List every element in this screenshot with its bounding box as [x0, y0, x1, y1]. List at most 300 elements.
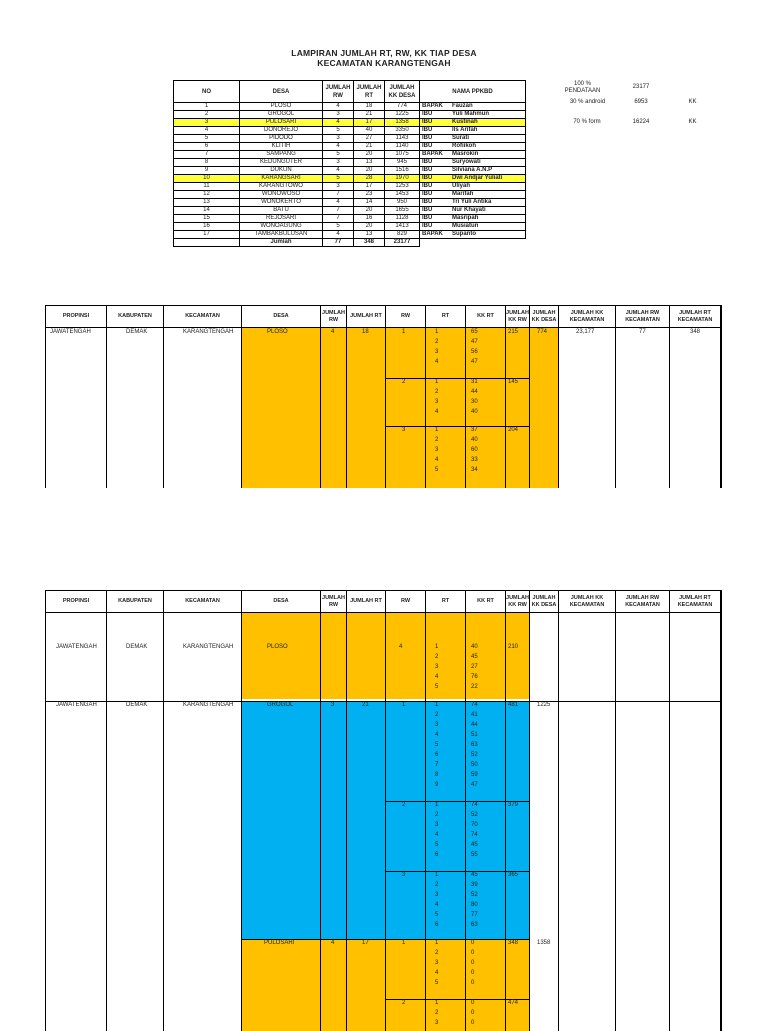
summary-row [174, 143, 526, 151]
rt-number: 4 [435, 359, 439, 365]
row-no: 5 [174, 135, 240, 143]
doc-title-line2: KECAMATAN KARANGTENGAH [317, 58, 451, 68]
rt-number: 6 [435, 922, 439, 928]
row-kk: 774 [385, 103, 420, 111]
column-line [386, 328, 426, 488]
total-kk: 23177 [385, 239, 420, 247]
rw-kecamatan-value: 77 [639, 329, 646, 335]
total-rt: 348 [354, 239, 385, 247]
kk-rt-value: 44 [471, 722, 478, 728]
rt-number: 3 [435, 722, 439, 728]
rt-number: 1 [435, 872, 439, 878]
row-rt: 23 [354, 191, 385, 199]
row-name: Silviana A.N.P [450, 167, 526, 175]
rt-number: 3 [435, 399, 439, 405]
row-kk: 1516 [385, 167, 420, 175]
row-rw: 3 [323, 135, 354, 143]
pendataan-label: 100 % PENDATAAN [564, 81, 601, 94]
kecamatan-value: KARANGTENGAH [183, 644, 234, 650]
summary-table [173, 80, 526, 247]
col-header-kk-rt: KK RT [466, 306, 506, 328]
rw-number: 3 [402, 872, 406, 878]
rt-number: 4 [435, 832, 439, 838]
rw-number: 4 [399, 644, 403, 650]
kk-rt-value: 63 [471, 922, 478, 928]
row-rw: 5 [323, 151, 354, 159]
row-kk: 950 [385, 199, 420, 207]
kk-desa-value: 774 [537, 329, 548, 335]
kk-rt-value: 22 [471, 684, 478, 690]
row-no: 7 [174, 151, 240, 159]
kk-rt-value: 39 [471, 882, 478, 888]
row-name: Kustinah [450, 119, 526, 127]
kk-rt-value: 52 [471, 752, 478, 758]
rt-number: 2 [435, 339, 439, 345]
rt-number: 4 [435, 409, 439, 415]
row-rt: 40 [354, 127, 385, 135]
header-jumlah-kk-desa: JUMLAH KK DESA [385, 81, 420, 103]
summary-row [174, 207, 526, 215]
row-kk: 1253 [385, 183, 420, 191]
rt-number: 1 [435, 379, 439, 385]
rt-number: 6 [435, 852, 439, 858]
column-line [321, 328, 347, 488]
col-header-propinsi: PROPINSI [46, 591, 107, 613]
row-desa: TAMBAKBULUSAN [240, 231, 323, 239]
row-name: Rofiikoh [450, 143, 526, 151]
summary-row [174, 119, 526, 127]
rt-number: 2 [435, 882, 439, 888]
column-line [242, 613, 321, 1031]
header-desa: DESA [240, 81, 323, 103]
row-kk: 1143 [385, 135, 420, 143]
column-line [347, 613, 386, 1031]
rw-number: 2 [402, 802, 406, 808]
kk-rt-value: 40 [471, 409, 478, 415]
row-rt: 20 [354, 223, 385, 231]
row-desa: KEDUNGUTER [240, 159, 323, 167]
row-no: 3 [174, 119, 240, 127]
summary-row [174, 111, 526, 119]
row-name: Nur Khayati [450, 207, 526, 215]
rt-number: 2 [435, 1010, 439, 1016]
kk-desa-value: 1225 [537, 702, 551, 708]
col-header-jumlah-kk-desa: JUMLAH KK DESA [530, 306, 559, 328]
header-jumlah-rw: JUMLAH RW [323, 81, 354, 103]
row-desa: WONOAGUNG [240, 223, 323, 231]
rt-number: 2 [435, 950, 439, 956]
propinsi-value: JAWATENGAH [50, 329, 91, 335]
row-no: 11 [174, 183, 240, 191]
rt-number: 3 [435, 960, 439, 966]
col-header-kabupaten: KABUPATEN [107, 591, 164, 613]
rt-number: 2 [435, 437, 439, 443]
jumlah-rt-value: 18 [362, 329, 369, 335]
row-desa: PLOSO [240, 103, 323, 111]
row-desa: GROGOL [240, 111, 323, 119]
row-kk: 1358 [385, 119, 420, 127]
row-kk: 1453 [385, 191, 420, 199]
rt-number: 3 [435, 447, 439, 453]
kk-rt-value: 56 [471, 349, 478, 355]
kk-rt-value: 0 [471, 950, 475, 956]
row-rt: 21 [354, 143, 385, 151]
rt-number: 3 [435, 892, 439, 898]
rt-number: 1 [435, 940, 439, 946]
doc-title-line1: LAMPIRAN JUMLAH RT, RW, KK TIAP DESA [291, 48, 477, 58]
row-name: Fauzan [450, 103, 526, 111]
col-header-jumlah-kk-kecamatan: JUMLAH KK KECAMATAN [559, 591, 616, 613]
desa-value: PLOSO [267, 329, 288, 335]
rt-number: 3 [435, 349, 439, 355]
row-no: 13 [174, 199, 240, 207]
column-line [559, 613, 616, 1031]
row-no: 12 [174, 191, 240, 199]
rw-number: 1 [402, 329, 406, 335]
column-line [164, 328, 242, 488]
column-line [107, 328, 164, 488]
col-header-kk-rt: KK RT [466, 591, 506, 613]
summary-row [174, 151, 526, 159]
column-line [670, 613, 721, 1031]
kk-rt-value: 74 [471, 832, 478, 838]
row-rw: 5 [323, 127, 354, 135]
kk-rt-value: 52 [471, 892, 478, 898]
rt-kecamatan-value: 348 [690, 329, 701, 335]
row-title: IBU [420, 167, 451, 175]
row-name: Dwi Andjar Yuliati [450, 175, 526, 183]
jumlah-rw-value: 4 [331, 329, 335, 335]
rt-number: 3 [435, 1020, 439, 1026]
row-rw: 3 [323, 111, 354, 119]
col-header-jumlah-rt-kecamatan: JUMLAH RT KECAMATAN [670, 591, 721, 613]
row-title: IBU [420, 135, 451, 143]
row-desa: KLITIH [240, 143, 323, 151]
rt-number: 4 [435, 457, 439, 463]
kk-rt-value: 33 [471, 457, 478, 463]
row-rw: 5 [323, 223, 354, 231]
row-name: Supanto [450, 231, 526, 239]
rt-number: 5 [435, 842, 439, 848]
row-kk: 945 [385, 159, 420, 167]
row-rw: 4 [323, 143, 354, 151]
detail-table-2 [45, 590, 722, 1031]
rt-number: 4 [435, 902, 439, 908]
rt-number: 2 [435, 654, 439, 660]
row-title: IBU [420, 183, 451, 191]
desa-value: GROGOL [267, 702, 294, 708]
row-rt: 20 [354, 207, 385, 215]
kk-rt-value: 76 [471, 674, 478, 680]
kk-rt-value: 51 [471, 732, 478, 738]
row-rt: 20 [354, 167, 385, 175]
column-line [321, 613, 347, 1031]
rt-number: 8 [435, 772, 439, 778]
kk-rt-value: 77 [471, 912, 478, 918]
col-header-desa: DESA [242, 306, 321, 328]
row-no: 14 [174, 207, 240, 215]
col-header-jumlah-rt: JUMLAH RT [347, 591, 386, 613]
col-header-jumlah-kk-rw: JUMLAH KK RW [506, 306, 530, 328]
row-kk: 1140 [385, 143, 420, 151]
row-rw: 4 [323, 103, 354, 111]
rt-number: 7 [435, 762, 439, 768]
kk-rw-value: 481 [508, 702, 519, 708]
column-line [426, 328, 466, 488]
col-header-rt: RT [426, 591, 466, 613]
row-name: Tri Yuli Antika [450, 199, 526, 207]
col-header-jumlah-rw-kecamatan: JUMLAH RW KECAMATAN [616, 591, 670, 613]
rt-number: 4 [435, 970, 439, 976]
rt-number: 4 [435, 732, 439, 738]
row-desa: WONOWOSO [240, 191, 323, 199]
rt-number: 6 [435, 752, 439, 758]
row-rw: 7 [323, 215, 354, 223]
form-unit: KK [688, 119, 697, 125]
row-no: 2 [174, 111, 240, 119]
kk-desa-value: 1358 [537, 940, 551, 946]
row-kk: 3350 [385, 127, 420, 135]
row-title: IBU [420, 199, 451, 207]
row-no: 9 [174, 167, 240, 175]
kk-rw-value: 145 [508, 379, 519, 385]
kk-rt-value: 65 [471, 329, 478, 335]
kk-rt-value: 74 [471, 802, 478, 808]
row-rw: 7 [323, 207, 354, 215]
android-label: 30 % android [569, 99, 606, 105]
kk-rt-value: 0 [471, 1020, 475, 1026]
row-desa: REJOSARI [240, 215, 323, 223]
column-line [559, 328, 616, 488]
row-rw: 3 [323, 159, 354, 167]
rw-number: 3 [402, 427, 406, 433]
kk-rt-value: 0 [471, 960, 475, 966]
row-rt: 21 [354, 111, 385, 119]
header-jumlah-rt: JUMLAH RT [354, 81, 385, 103]
kk-rw-value: 215 [508, 329, 519, 335]
rt-number: 2 [435, 812, 439, 818]
row-kk: 1225 [385, 111, 420, 119]
col-header-jumlah-kk-desa: JUMLAH KK DESA [530, 591, 559, 613]
kk-rt-value: 55 [471, 852, 478, 858]
row-title: IBU [420, 111, 451, 119]
row-desa: SAMPANG [240, 151, 323, 159]
kk-rt-value: 40 [471, 644, 478, 650]
rt-number: 1 [435, 427, 439, 433]
col-header-rw: RW [386, 591, 426, 613]
kk-rt-value: 50 [471, 762, 478, 768]
kk-kecamatan-value: 23,177 [576, 329, 595, 335]
rw-number: 1 [402, 702, 406, 708]
kk-rt-value: 0 [471, 970, 475, 976]
col-header-jumlah-rt-kecamatan: JUMLAH RT KECAMATAN [670, 306, 721, 328]
summary-row [174, 175, 526, 183]
kk-rt-value: 0 [471, 940, 475, 946]
jumlah-rt-value: 17 [362, 940, 369, 946]
kk-rt-value: 45 [471, 842, 478, 848]
row-name: Musiatun [450, 223, 526, 231]
kk-rt-value: 27 [471, 664, 478, 670]
column-line [506, 328, 530, 488]
rt-number: 5 [435, 980, 439, 986]
rt-number: 3 [435, 664, 439, 670]
kk-rt-value: 59 [471, 772, 478, 778]
kk-rt-value: 47 [471, 359, 478, 365]
rt-number: 2 [435, 389, 439, 395]
row-rt: 14 [354, 199, 385, 207]
kk-rt-value: 0 [471, 980, 475, 986]
total-empty [420, 239, 526, 247]
row-name: Masripah [450, 215, 526, 223]
row-rw: 5 [323, 175, 354, 183]
total-rw: 77 [323, 239, 354, 247]
row-title: IBU [420, 191, 451, 199]
column-line [46, 328, 107, 488]
rw-number: 2 [402, 379, 406, 385]
row-desa: KARANGTOWO [240, 183, 323, 191]
row-name: Uliyah [450, 183, 526, 191]
rt-number: 5 [435, 467, 439, 473]
total-label: Jumlah [240, 239, 323, 247]
total-blank [174, 239, 240, 247]
kk-rw-value: 379 [508, 802, 519, 808]
row-name: Suryowati [450, 159, 526, 167]
row-title: IBU [420, 143, 451, 151]
kk-rt-value: 45 [471, 654, 478, 660]
kk-rt-value: 34 [471, 467, 478, 473]
col-header-jumlah-kk-rw: JUMLAH KK RW [506, 591, 530, 613]
kk-rt-value: 31 [471, 379, 478, 385]
summary-total-row [174, 239, 526, 247]
rt-number: 9 [435, 782, 439, 788]
row-title: IBU [420, 215, 451, 223]
kk-rw-value: 474 [508, 1000, 519, 1006]
kk-rt-value: 70 [471, 822, 478, 828]
rt-number: 2 [435, 712, 439, 718]
row-no: 16 [174, 223, 240, 231]
kk-rt-value: 44 [471, 389, 478, 395]
rt-number: 4 [435, 674, 439, 680]
row-name: Ils Arifah [450, 127, 526, 135]
rt-number: 1 [435, 802, 439, 808]
jumlah-rw-value: 3 [331, 702, 335, 708]
summary-header-row [174, 81, 526, 103]
row-desa: KARANGSARI [240, 175, 323, 183]
col-header-jumlah-rw: JUMLAH RW [321, 591, 347, 613]
row-kk: 1413 [385, 223, 420, 231]
col-header-jumlah-rw-kecamatan: JUMLAH RW KECAMATAN [616, 306, 670, 328]
kk-rt-value: 63 [471, 742, 478, 748]
desa-value: PULOSARI [264, 940, 295, 946]
summary-row [174, 199, 526, 207]
summary-row [174, 223, 526, 231]
pendataan-value: 23177 [632, 84, 650, 90]
kk-rt-value: 30 [471, 399, 478, 405]
col-header-jumlah-rw: JUMLAH RW [321, 306, 347, 328]
rw-number: 2 [402, 1000, 406, 1006]
form-label: 70 % form [573, 119, 601, 125]
row-rt: 20 [354, 151, 385, 159]
row-no: 8 [174, 159, 240, 167]
col-header-kecamatan: KECAMATAN [164, 591, 242, 613]
col-header-jumlah-rt: JUMLAH RT [347, 306, 386, 328]
summary-row [174, 159, 526, 167]
row-title: BAPAK [420, 151, 451, 159]
header-nama-ppkbd: NAMA PPKBD [420, 81, 526, 103]
kk-rt-value: 37 [471, 427, 478, 433]
col-header-propinsi: PROPINSI [46, 306, 107, 328]
rt-number: 1 [435, 1000, 439, 1006]
column-line [164, 613, 242, 1031]
kk-rt-value: 60 [471, 447, 478, 453]
row-no: 10 [174, 175, 240, 183]
kecamatan-value: KARANGTENGAH [183, 329, 234, 335]
column-line [506, 613, 530, 1031]
jumlah-rt-value: 21 [362, 702, 369, 708]
jumlah-rw-value: 4 [331, 940, 335, 946]
column-line [46, 613, 107, 1031]
kk-rt-value: 47 [471, 339, 478, 345]
row-rt: 17 [354, 183, 385, 191]
column-line [107, 613, 164, 1031]
kecamatan-value: KARANGTENGAH [183, 702, 234, 708]
kabupaten-value: DEMAK [126, 702, 148, 708]
rt-number: 1 [435, 329, 439, 335]
row-rw: 4 [323, 199, 354, 207]
row-kk: 1128 [385, 215, 420, 223]
summary-row [174, 191, 526, 199]
kk-rt-value: 41 [471, 712, 478, 718]
rw-number: 1 [402, 940, 406, 946]
row-desa: DONOREJO [240, 127, 323, 135]
summary-row [174, 215, 526, 223]
row-no: 4 [174, 127, 240, 135]
row-title: IBU [420, 223, 451, 231]
row-desa: WONOKERTO [240, 199, 323, 207]
summary-row [174, 183, 526, 191]
row-no: 17 [174, 231, 240, 239]
kk-rt-value: 40 [471, 437, 478, 443]
row-title: BAPAK [420, 103, 451, 111]
kk-rt-value: 0 [471, 1010, 475, 1016]
row-desa: PIDODO [240, 135, 323, 143]
row-rw: 4 [323, 119, 354, 127]
row-kk: 1655 [385, 207, 420, 215]
column-line [530, 328, 559, 488]
row-desa: DUKUN [240, 167, 323, 175]
kabupaten-value: DEMAK [126, 329, 148, 335]
row-no: 15 [174, 215, 240, 223]
kk-rw-value: 365 [508, 872, 519, 878]
summary-row [174, 127, 526, 135]
row-rt: 28 [354, 175, 385, 183]
row-rt: 13 [354, 231, 385, 239]
kk-rw-value: 348 [508, 940, 519, 946]
form-value: 16224 [632, 119, 650, 125]
kk-rt-value: 74 [471, 702, 478, 708]
detail-table-1 [45, 305, 722, 488]
row-desa: BATU [240, 207, 323, 215]
column-line [242, 328, 321, 488]
rt-number: 5 [435, 742, 439, 748]
col-header-desa: DESA [242, 591, 321, 613]
row-kk: 1075 [385, 151, 420, 159]
row-rw: 4 [323, 167, 354, 175]
row-title: IBU [420, 159, 451, 167]
column-line [616, 328, 670, 488]
summary-row [174, 103, 526, 111]
row-name: Yuli Mahmun [450, 111, 526, 119]
